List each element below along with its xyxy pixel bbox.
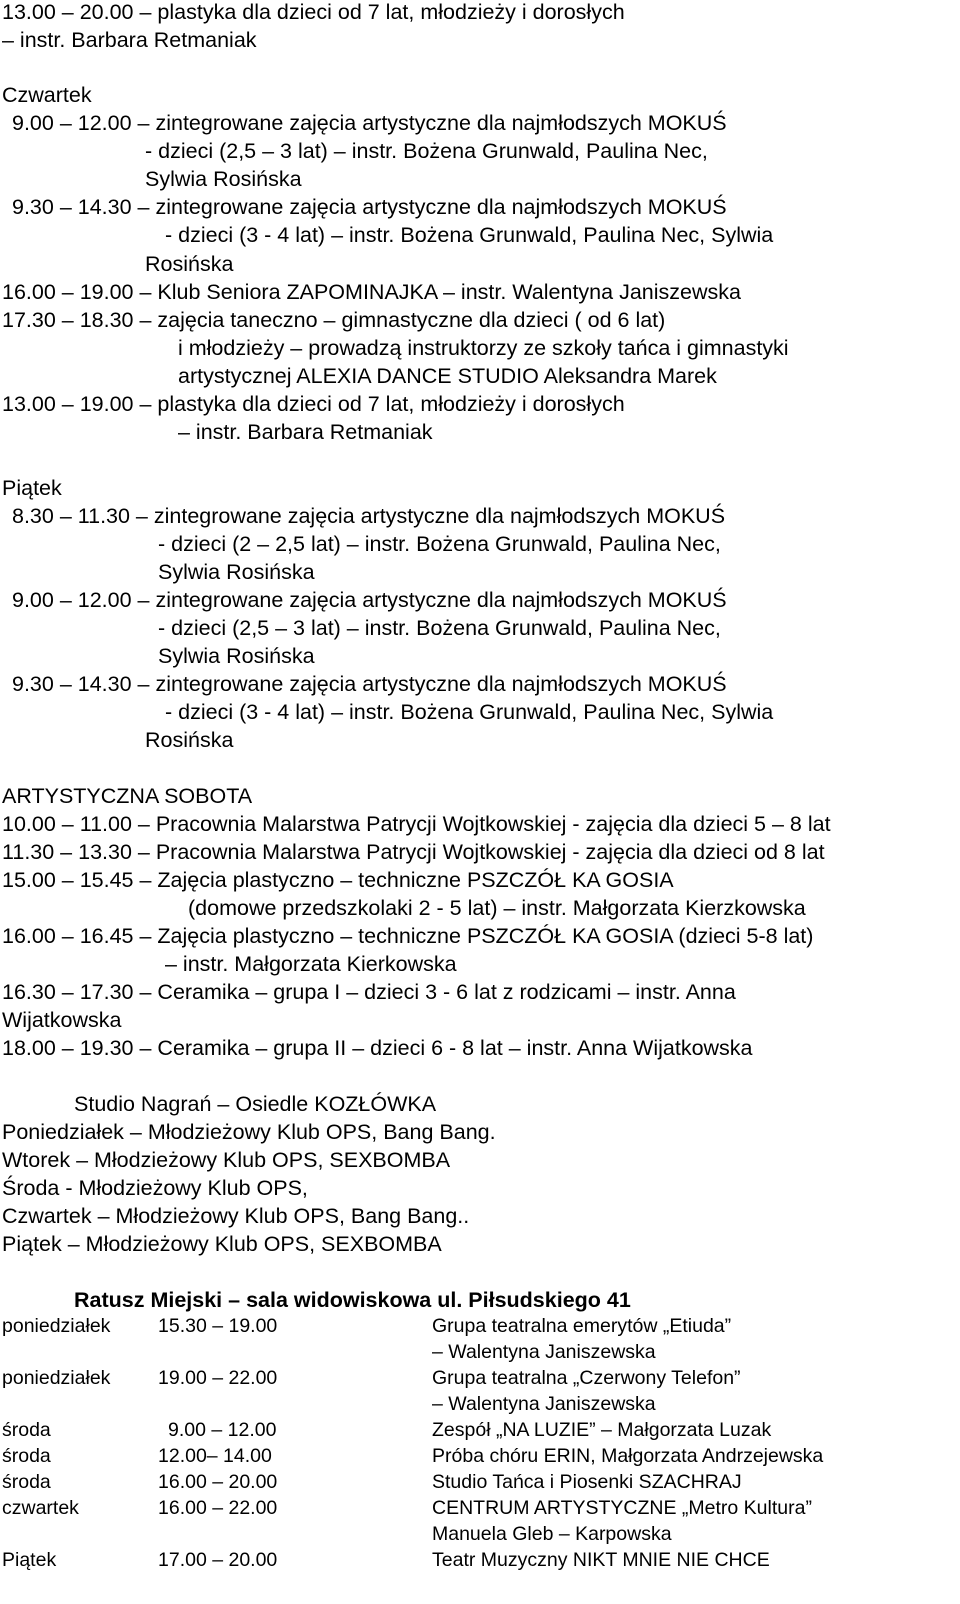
schedule-line: – instr. Barbara Retmaniak <box>2 28 257 52</box>
ratusz-heading: Ratusz Miejski – sala widowiskowa ul. Piłsudskiego 41 <box>74 1288 631 1312</box>
table-cell-time: 9.00 – 12.00 <box>168 1419 277 1441</box>
studio-heading: Studio Nagrań – Osiedle KOZŁÓWKA <box>74 1092 437 1116</box>
schedule-line: 13.00 – 19.00 – plastyka dla dzieci od 7 lat, młodzieży i dorosłych <box>2 392 625 416</box>
schedule-line: Środa - Młodzieżowy Klub OPS, <box>2 1176 308 1200</box>
schedule-line: 18.00 – 19.30 – Ceramika – grupa II – dzieci 6 - 8 lat – instr. Anna Wijatkowska <box>2 1036 753 1060</box>
schedule-line: 9.30 – 14.30 – zintegrowane zajęcia artystyczne dla najmłodszych MOKUŚ <box>12 195 727 219</box>
schedule-line: 17.30 – 18.30 – zajęcia taneczno – gimnastyczne dla dzieci ( od 6 lat) <box>2 308 666 332</box>
table-cell-desc: CENTRUM ARTYSTYCZNE „Metro Kultura” <box>432 1497 812 1519</box>
schedule-line: 16.30 – 17.30 – Ceramika – grupa I – dzieci 3 - 6 lat z rodzicami – instr. Anna <box>2 980 736 1004</box>
table-cell-desc: Próba chóru ERIN, Małgorzata Andrzejewska <box>432 1445 824 1467</box>
table-cell-desc: – Walentyna Janiszewska <box>432 1341 656 1363</box>
schedule-line: – instr. Małgorzata Kierkowska <box>165 952 457 976</box>
schedule-line: Sylwia Rosińska <box>145 167 302 191</box>
schedule-line: Poniedziałek – Młodzieżowy Klub OPS, Bang Bang. <box>2 1120 496 1144</box>
schedule-line: - dzieci (2 – 2,5 lat) – instr. Bożena Grunwald, Paulina Nec, <box>158 532 721 556</box>
day-heading-thursday: Czwartek <box>2 83 92 107</box>
schedule-line: - dzieci (2,5 – 3 lat) – instr. Bożena Grunwald, Paulina Nec, <box>158 616 721 640</box>
table-cell-desc: Studio Tańca i Piosenki SZACHRAJ <box>432 1471 742 1493</box>
schedule-line: 8.30 – 11.30 – zintegrowane zajęcia artystyczne dla najmłodszych MOKUŚ <box>12 504 726 528</box>
schedule-line: artystycznej ALEXIA DANCE STUDIO Aleksandra Marek <box>178 364 717 388</box>
table-cell-time: 17.00 – 20.00 <box>158 1549 278 1571</box>
schedule-line: 10.00 – 11.00 – Pracownia Malarstwa Patrycji Wojtkowskiej - zajęcia dla dzieci 5 – 8 lat <box>2 812 831 836</box>
table-cell-day: środa <box>2 1419 51 1441</box>
schedule-line: 9.00 – 12.00 – zintegrowane zajęcia artystyczne dla najmłodszych MOKUŚ <box>12 111 727 135</box>
schedule-line: Czwartek – Młodzieżowy Klub OPS, Bang Bang.. <box>2 1204 470 1228</box>
table-cell-time: 16.00 – 22.00 <box>158 1497 278 1519</box>
table-cell-desc: Zespół „NA LUZIE” – Małgorzata Luzak <box>432 1419 772 1441</box>
schedule-line: 16.00 – 16.45 – Zajęcia plastyczno – techniczne PSZCZÓŁ KA GOSIA (dzieci 5-8 lat) <box>2 924 814 948</box>
table-cell-desc: – Walentyna Janiszewska <box>432 1393 656 1415</box>
schedule-line: 16.00 – 19.00 – Klub Seniora ZAPOMINAJKA – instr. Walentyna Janiszewska <box>2 280 741 304</box>
schedule-line: Piątek – Młodzieżowy Klub OPS, SEXBOMBA <box>2 1232 442 1256</box>
table-cell-desc: Teatr Muzyczny NIKT MNIE NIE CHCE <box>432 1549 770 1571</box>
schedule-line: 9.00 – 12.00 – zintegrowane zajęcia artystyczne dla najmłodszych MOKUŚ <box>12 588 727 612</box>
schedule-line: – instr. Barbara Retmaniak <box>178 420 433 444</box>
table-cell-day: poniedziałek <box>2 1367 111 1389</box>
table-cell-desc: Manuela Gleb – Karpowska <box>432 1523 672 1545</box>
table-cell-day: środa <box>2 1471 51 1493</box>
table-cell-day: środa <box>2 1445 51 1467</box>
schedule-line: 13.00 – 20.00 – plastyka dla dzieci od 7 lat, młodzieży i dorosłych <box>2 0 625 24</box>
schedule-line: Wijatkowska <box>2 1008 122 1032</box>
table-cell-desc: Grupa teatralna „Czerwony Telefon” <box>432 1367 741 1389</box>
table-cell-time: 16.00 – 20.00 <box>158 1471 278 1493</box>
schedule-line: Sylwia Rosińska <box>158 644 315 668</box>
table-cell-day: czwartek <box>2 1497 79 1519</box>
schedule-line: Rosińska <box>145 252 234 276</box>
table-cell-day: poniedziałek <box>2 1315 111 1337</box>
schedule-line: 11.30 – 13.30 – Pracownia Malarstwa Patrycji Wojtkowskiej - zajęcia dla dzieci od 8 lat <box>2 840 825 864</box>
schedule-line: Sylwia Rosińska <box>158 560 315 584</box>
schedule-line: 9.30 – 14.30 – zintegrowane zajęcia artystyczne dla najmłodszych MOKUŚ <box>12 672 727 696</box>
table-cell-day: Piątek <box>2 1549 57 1571</box>
schedule-line: - dzieci (2,5 – 3 lat) – instr. Bożena Grunwald, Paulina Nec, <box>145 139 708 163</box>
schedule-line: 15.00 – 15.45 – Zajęcia plastyczno – techniczne PSZCZÓŁ KA GOSIA <box>2 868 674 892</box>
schedule-line: Rosińska <box>145 728 234 752</box>
day-heading-saturday: ARTYSTYCZNA SOBOTA <box>2 784 253 808</box>
schedule-line: - dzieci (3 - 4 lat) – instr. Bożena Grunwald, Paulina Nec, Sylwia <box>165 700 774 724</box>
table-cell-time: 15.30 – 19.00 <box>158 1315 278 1337</box>
schedule-line: - dzieci (3 - 4 lat) – instr. Bożena Grunwald, Paulina Nec, Sylwia <box>165 223 774 247</box>
table-cell-time: 19.00 – 22.00 <box>158 1367 278 1389</box>
table-cell-time: 12.00– 14.00 <box>158 1445 272 1467</box>
table-cell-desc: Grupa teatralna emerytów „Etiuda” <box>432 1315 732 1337</box>
schedule-line: (domowe przedszkolaki 2 - 5 lat) – instr. Małgorzata Kierzkowska <box>188 896 806 920</box>
schedule-line: i młodzieży – prowadzą instruktorzy ze szkoły tańca i gimnastyki <box>178 336 789 360</box>
day-heading-friday: Piątek <box>2 476 62 500</box>
schedule-line: Wtorek – Młodzieżowy Klub OPS, SEXBOMBA <box>2 1148 451 1172</box>
